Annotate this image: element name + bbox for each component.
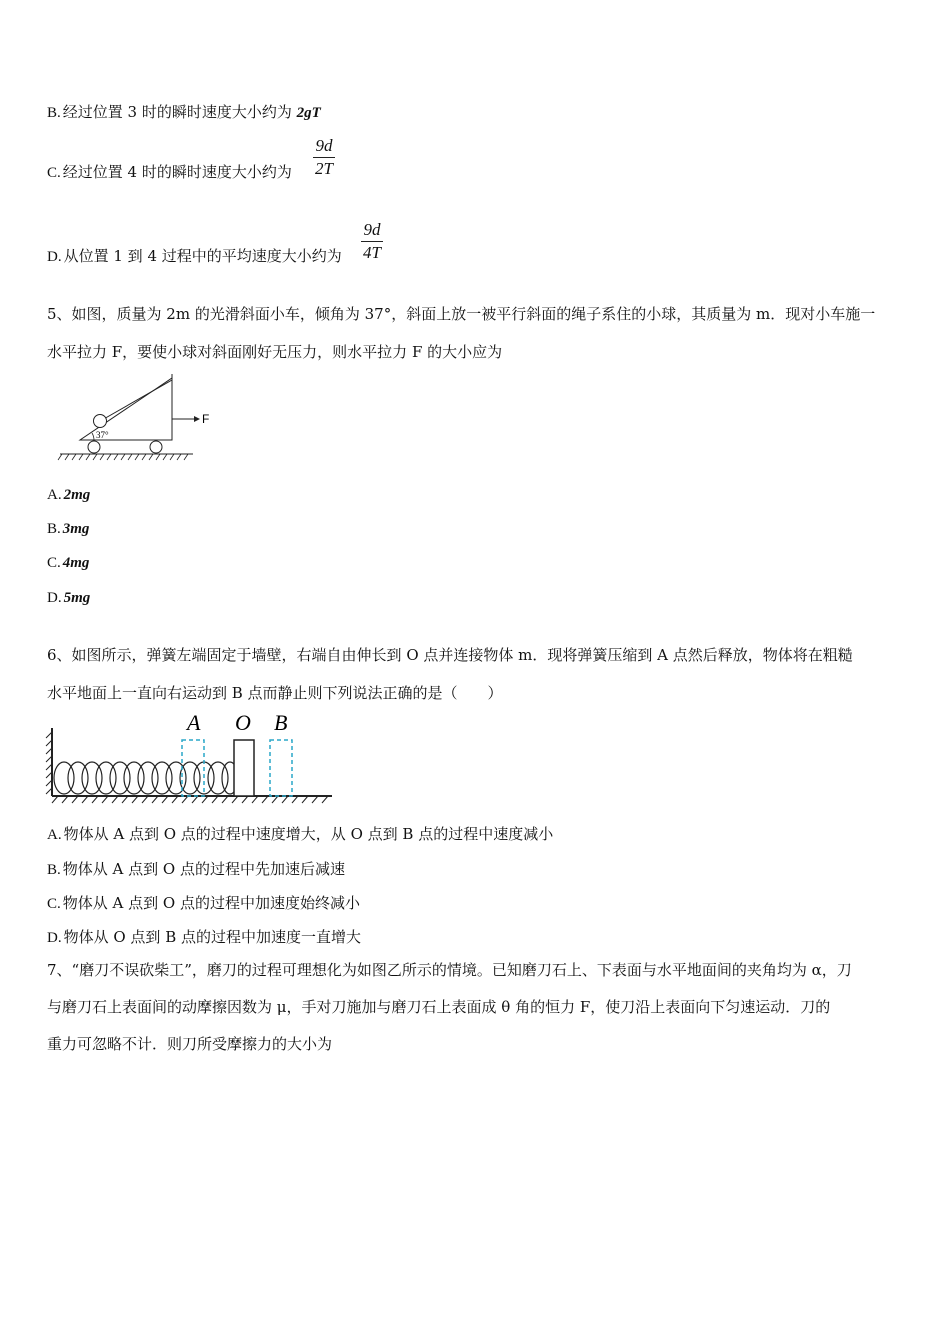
option-value: 2mg	[63, 487, 91, 503]
q5-stem	[47, 295, 907, 371]
q5-option-a	[47, 484, 90, 505]
option-label: D.	[47, 590, 62, 606]
q6-spring-figure	[44, 708, 334, 808]
label-b: B	[274, 710, 288, 735]
q6-option-c	[47, 893, 360, 914]
force-label: F	[202, 412, 210, 426]
fraction-numerator: 9d	[363, 220, 381, 239]
q7-stem	[47, 952, 907, 1063]
q5-option-c	[47, 552, 89, 573]
angle-label: 37°	[96, 430, 109, 440]
q6-option-d	[47, 927, 361, 948]
fraction-denominator: 2T	[315, 159, 333, 178]
option-text: 从位置 1 到 4 过程中的平均速度大小约为	[63, 247, 342, 265]
fraction-denominator: 4T	[363, 243, 381, 262]
option-label: B.	[47, 105, 61, 121]
option-text: 物体从 O 点到 B 点的过程中加速度一直增大	[63, 928, 361, 946]
q5-incline-cart-figure	[58, 372, 218, 462]
option-label: D.	[47, 930, 62, 946]
option-text: 经过位置 4 时的瞬时速度大小约为	[62, 163, 292, 181]
fraction-numerator: 9d	[315, 136, 333, 155]
option-label: A.	[47, 487, 62, 503]
option-label: B.	[47, 521, 61, 537]
q4-option-c	[47, 162, 292, 183]
option-label: C.	[47, 555, 61, 571]
q6-stem	[47, 636, 907, 712]
q7-stem-line1: 7、“磨刀不误砍柴工”，磨刀的过程可理想化为如图乙所示的情境。已知磨刀石上、下表面与水平地面间的夹角均为 α，刀	[47, 961, 852, 979]
label-o: O	[235, 710, 251, 735]
option-text: 物体从 A 点到 O 点的过程中速度增大，从 O 点到 B 点的过程中速度减小	[63, 825, 554, 843]
q4-d-fraction	[361, 219, 383, 264]
q5-option-b	[47, 518, 89, 539]
q7-stem-line2: 与磨刀石上表面间的动摩擦因数为 μ，手对刀施加与磨刀石上表面成 θ 角的恒力 F，使刀沿上表面向下匀速运动．刀的	[47, 998, 831, 1016]
q5-stem-line2: 水平拉力 F，要使小球对斜面刚好无压力，则水平拉力 F 的大小应为	[47, 343, 503, 361]
q5-stem-line1: 5、如图，质量为 2m 的光滑斜面小车，倾角为 37°，斜面上放一被平行斜面的绳子系住的小球，其质量为 m．现对小车施一	[47, 305, 876, 323]
option-text: 经过位置 3 时的瞬时速度大小约为	[62, 103, 297, 121]
label-a: A	[187, 710, 201, 735]
option-label: C.	[47, 165, 61, 181]
option-value: 2gT	[296, 105, 321, 121]
q5-option-d	[47, 587, 90, 608]
q6-stem-line2: 水平地面上一直向右运动到 B 点而静止则下列说法正确的是（ ）	[47, 684, 503, 702]
option-text: 物体从 A 点到 O 点的过程中先加速后减速	[62, 860, 345, 878]
q4-option-b	[47, 102, 321, 123]
q4-option-d	[47, 246, 342, 267]
option-value: 3mg	[62, 521, 90, 537]
q6-option-a	[47, 824, 553, 845]
q4-c-fraction	[313, 135, 335, 180]
option-label: A.	[47, 827, 62, 843]
q6-stem-line1: 6、如图所示，弹簧左端固定于墙壁，右端自由伸长到 O 点并连接物体 m．现将弹簧压缩到 A 点然后释放，物体将在粗糙	[47, 646, 853, 664]
option-value: 5mg	[63, 590, 91, 606]
option-text: 物体从 A 点到 O 点的过程中加速度始终减小	[62, 894, 360, 912]
q6-option-b	[47, 859, 345, 880]
option-label: D.	[47, 249, 62, 265]
option-label: B.	[47, 862, 61, 878]
option-value: 4mg	[62, 555, 90, 571]
option-label: C.	[47, 896, 61, 912]
q7-stem-line3: 重力可忽略不计．则刀所受摩擦力的大小为	[47, 1035, 333, 1053]
